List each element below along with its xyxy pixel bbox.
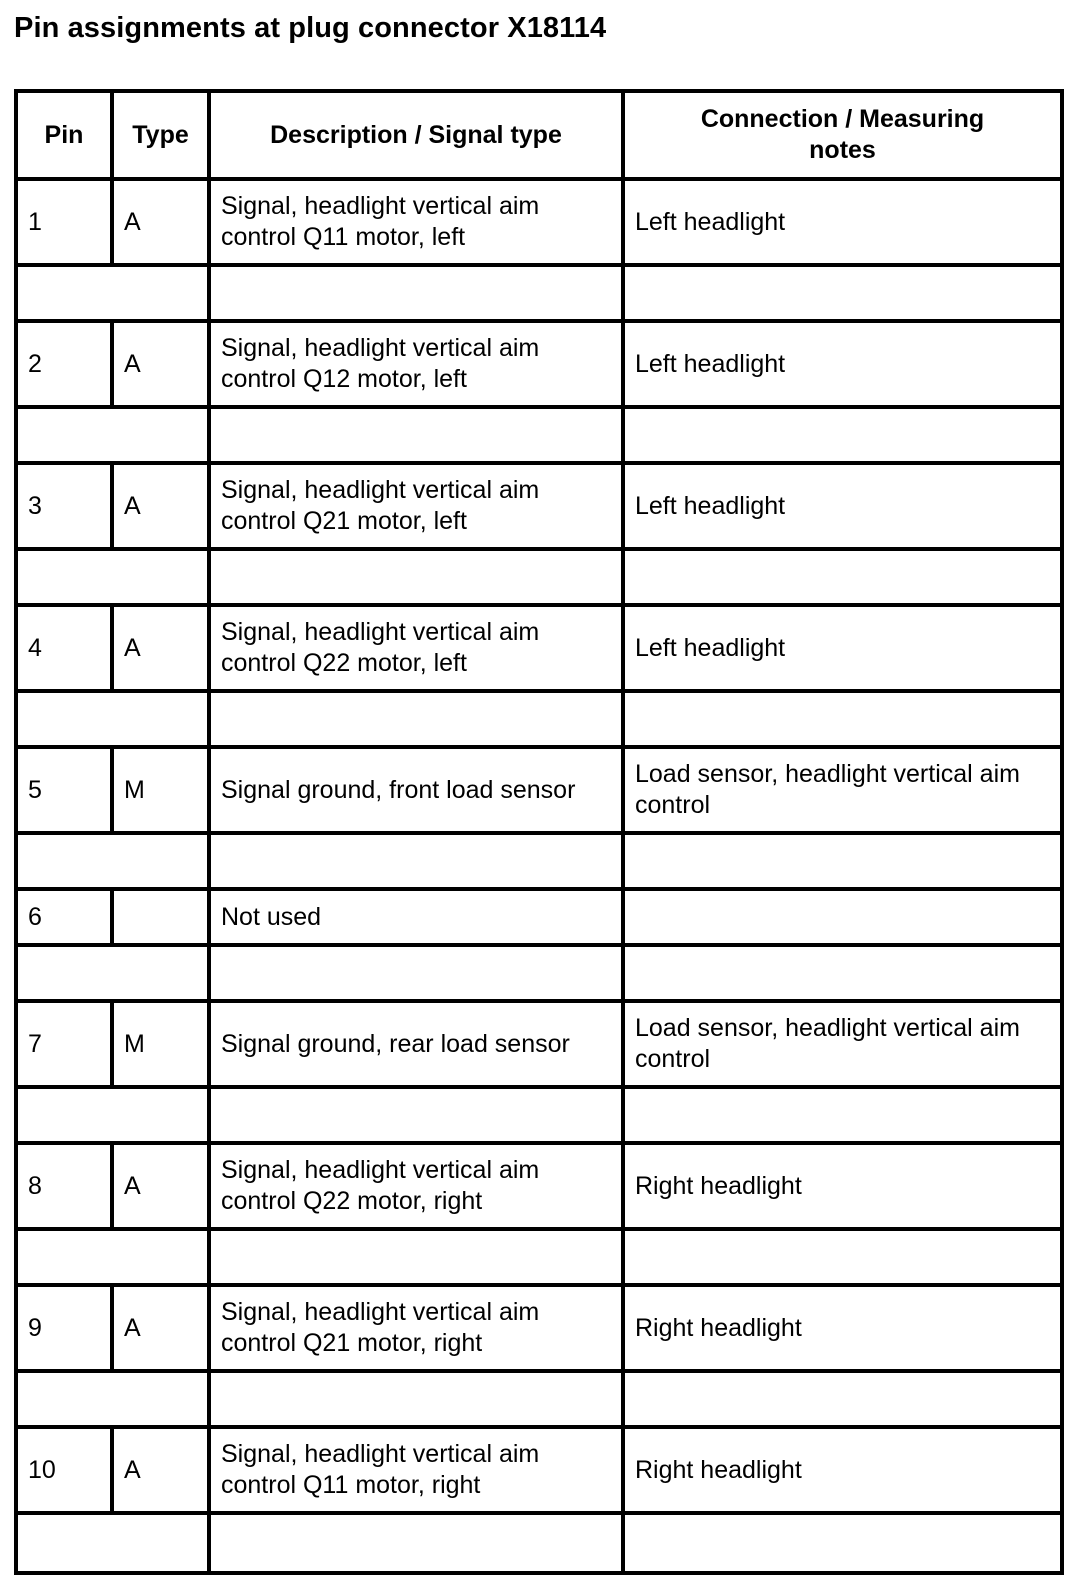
empty-cell [623, 833, 1062, 889]
empty-cell [623, 549, 1062, 605]
connection-cell: Right headlight [623, 1285, 1062, 1371]
spacer-row [16, 1371, 1062, 1427]
type-cell: A [112, 1285, 209, 1371]
header-type: Type [112, 91, 209, 179]
empty-cell [209, 1371, 623, 1427]
pin-cell: 3 [16, 463, 112, 549]
empty-cell [623, 265, 1062, 321]
spacer-row [16, 265, 1062, 321]
type-cell: M [112, 1001, 209, 1087]
connection-cell [623, 889, 1062, 945]
empty-cell [16, 265, 209, 321]
pin-assignment-table [14, 89, 1064, 1575]
connection-cell: Left headlight [623, 463, 1062, 549]
empty-cell [209, 265, 623, 321]
empty-cell [16, 407, 209, 463]
empty-cell [209, 549, 623, 605]
description-cell: Signal, headlight vertical aim control Q21 motor, right [209, 1285, 623, 1371]
type-cell: A [112, 179, 209, 265]
empty-cell [623, 1229, 1062, 1285]
pin-cell: 2 [16, 321, 112, 407]
empty-cell [209, 691, 623, 747]
empty-cell [16, 691, 209, 747]
pin-cell: 4 [16, 605, 112, 691]
type-cell: A [112, 321, 209, 407]
pin-cell: 5 [16, 747, 112, 833]
spacer-row [16, 833, 1062, 889]
type-cell [112, 889, 209, 945]
page-title: Pin assignments at plug connector X18114 [14, 12, 607, 44]
empty-cell [209, 945, 623, 1001]
type-cell: A [112, 1143, 209, 1229]
connection-cell: Load sensor, headlight vertical aim control [623, 747, 1062, 833]
spacer-row [16, 691, 1062, 747]
table-body [16, 179, 1062, 1573]
empty-cell [623, 1087, 1062, 1143]
empty-cell [623, 1513, 1062, 1573]
type-cell: A [112, 605, 209, 691]
spacer-row [16, 1087, 1062, 1143]
type-cell: M [112, 747, 209, 833]
empty-cell [16, 1371, 209, 1427]
table-row [16, 747, 1062, 833]
empty-cell [623, 1371, 1062, 1427]
empty-cell [16, 1513, 209, 1573]
connection-cell: Left headlight [623, 321, 1062, 407]
pin-cell: 10 [16, 1427, 112, 1513]
description-cell: Signal, headlight vertical aim control Q22 motor, right [209, 1143, 623, 1229]
description-cell: Not used [209, 889, 623, 945]
connection-cell: Left headlight [623, 605, 1062, 691]
connection-cell: Right headlight [623, 1143, 1062, 1229]
table-header-row [16, 91, 1062, 179]
empty-cell [16, 1229, 209, 1285]
table-row [16, 179, 1062, 265]
empty-cell [16, 549, 209, 605]
pin-cell: 1 [16, 179, 112, 265]
description-cell: Signal, headlight vertical aim control Q11 motor, right [209, 1427, 623, 1513]
spacer-row [16, 1513, 1062, 1573]
table-row [16, 605, 1062, 691]
empty-cell [16, 833, 209, 889]
description-cell: Signal, headlight vertical aim control Q11 motor, left [209, 179, 623, 265]
empty-cell [209, 407, 623, 463]
empty-cell [623, 691, 1062, 747]
header-connection: Connection / Measuring notes [623, 91, 1062, 179]
table-row [16, 321, 1062, 407]
empty-cell [209, 833, 623, 889]
pin-cell: 9 [16, 1285, 112, 1371]
description-cell: Signal, headlight vertical aim control Q12 motor, left [209, 321, 623, 407]
type-cell: A [112, 463, 209, 549]
header-description: Description / Signal type [209, 91, 623, 179]
empty-cell [209, 1513, 623, 1573]
connection-cell: Right headlight [623, 1427, 1062, 1513]
description-cell: Signal ground, rear load sensor [209, 1001, 623, 1087]
empty-cell [623, 945, 1062, 1001]
table-row [16, 1427, 1062, 1513]
pin-cell: 7 [16, 1001, 112, 1087]
spacer-row [16, 945, 1062, 1001]
empty-cell [16, 945, 209, 1001]
spacer-row [16, 407, 1062, 463]
table-row [16, 1285, 1062, 1371]
empty-cell [16, 1087, 209, 1143]
pin-cell: 6 [16, 889, 112, 945]
type-cell: A [112, 1427, 209, 1513]
description-cell: Signal ground, front load sensor [209, 747, 623, 833]
table-row [16, 1143, 1062, 1229]
empty-cell [209, 1229, 623, 1285]
empty-cell [623, 407, 1062, 463]
spacer-row [16, 549, 1062, 605]
table-row [16, 463, 1062, 549]
spacer-row [16, 1229, 1062, 1285]
table-row [16, 1001, 1062, 1087]
description-cell: Signal, headlight vertical aim control Q21 motor, left [209, 463, 623, 549]
description-cell: Signal, headlight vertical aim control Q22 motor, left [209, 605, 623, 691]
pin-cell: 8 [16, 1143, 112, 1229]
empty-cell [209, 1087, 623, 1143]
connection-cell: Left headlight [623, 179, 1062, 265]
connection-cell: Load sensor, headlight vertical aim control [623, 1001, 1062, 1087]
table-row [16, 889, 1062, 945]
header-pin: Pin [16, 91, 112, 179]
